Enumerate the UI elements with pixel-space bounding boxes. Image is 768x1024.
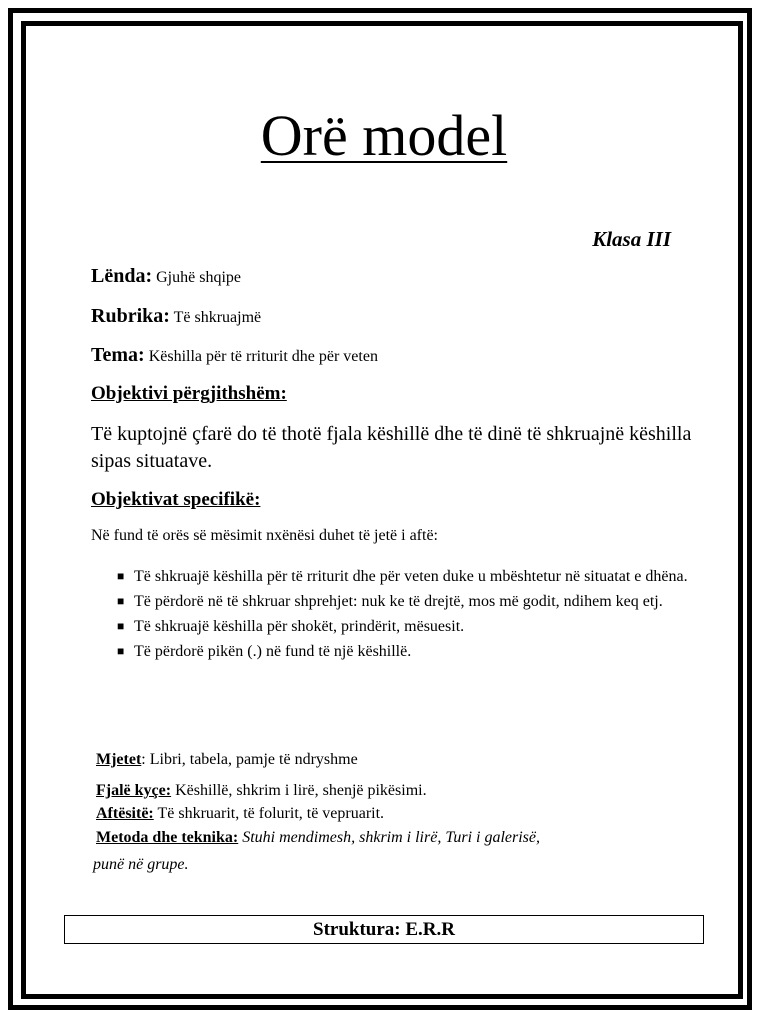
specific-objectives-list — [105, 564, 705, 664]
field-tema — [91, 344, 378, 367]
rubrika-label: Rubrika: — [91, 305, 170, 327]
aftesite-label: Aftësitë: — [96, 805, 154, 822]
rubrika-value: Të shkruajmë — [173, 309, 262, 326]
bullet-icon: ■ — [117, 594, 125, 608]
metoda-value-line2: punë në grupe. — [93, 856, 189, 873]
tema-value: Këshilla për të rriturit dhe për veten — [148, 348, 378, 365]
fjale-kyce-value: Këshillë, shkrim i lirë, shenjë pikësimi. — [175, 782, 427, 799]
bullet-icon: ■ — [117, 569, 125, 583]
metoda-value-1: Stuhi mendimesh — [242, 829, 352, 846]
general-objective-text: Të kuptojnë çfarë do të thotë fjala këshillë dhe të dinë të shkruajnë këshilla sipas situatave. — [91, 423, 692, 472]
field-lenda — [91, 265, 241, 288]
bullet-icon: ■ — [117, 644, 125, 658]
list-item: ■ Të përdorë në të shkruar shprehjet: nuk ke të drejtë, mos më godit, ndihem keq etj. — [105, 589, 705, 614]
mjetet-value: Libri, tabela, pamje të ndryshme — [149, 751, 358, 768]
tema-label: Tema: — [91, 344, 145, 366]
field-rubrika — [91, 305, 261, 328]
aftesite-row — [96, 805, 384, 823]
list-item: ■ Të shkruajë këshilla për shokët, prindërit, mësuesit. — [105, 614, 705, 639]
fjale-kyce-row — [96, 782, 427, 800]
fjale-kyce-label: Fjalë kyçe: — [96, 782, 172, 799]
metoda-label: Metoda dhe teknika: — [96, 829, 239, 846]
metoda-row — [96, 829, 540, 847]
page-title: Orë model — [260, 103, 508, 168]
specific-objectives-intro: Në fund të orës së mësimit nxënësi duhet të jetë i aftë: — [91, 527, 438, 544]
list-item: ■ Të përdorë pikën (.) në fund të një këshillë. — [105, 639, 705, 664]
lenda-value: Gjuhë shqipe — [156, 269, 241, 286]
mjetet-row: Mjetet: Libri, tabela, pamje të ndryshme — [96, 751, 358, 768]
lenda-label: Lënda: — [91, 265, 153, 287]
class-label: Klasa III — [592, 227, 671, 251]
metoda-value-2: , shkrim i lirë, Turi i galerisë, — [351, 829, 541, 846]
aftesite-value: Të shkruarit, të folurit, të vepruarit. — [157, 805, 385, 822]
mjetet-label: Mjetet — [96, 751, 142, 768]
bullet-icon: ■ — [117, 619, 125, 633]
structure-box: Struktura: E.R.R — [64, 915, 704, 944]
list-item: ■ Të shkruajë këshilla për të rriturit dhe për veten duke u mbështetur në situatat e dhëna. — [105, 564, 705, 589]
general-objective-heading: Objektivi përgjithshëm: — [91, 383, 287, 404]
specific-objectives-heading: Objektivat specifikë: — [91, 489, 261, 510]
